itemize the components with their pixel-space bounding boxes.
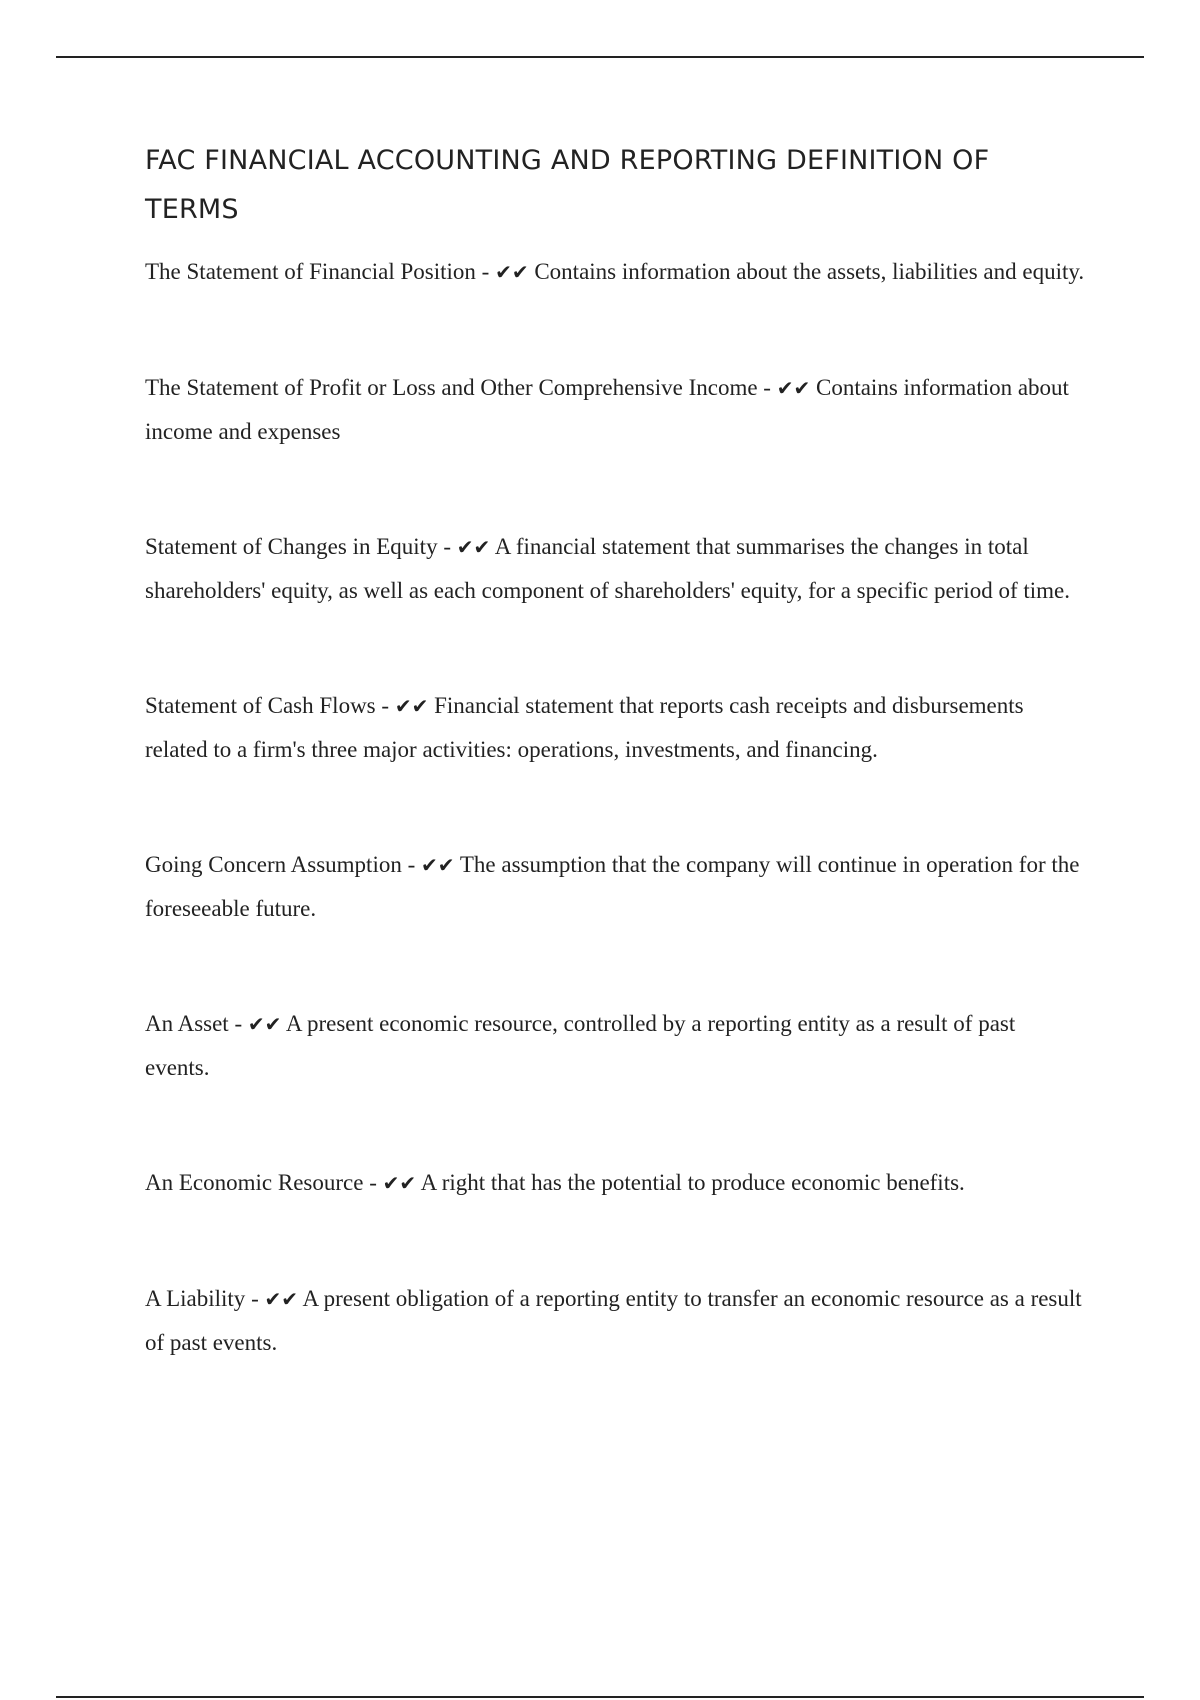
check-mark-icon: ✔✔ (264, 1287, 298, 1311)
definition: A right that has the potential to produce economic benefits. (420, 1170, 965, 1195)
check-mark-icon: ✔✔ (456, 535, 491, 559)
header-rule (56, 56, 1144, 58)
definition-entry (145, 843, 1085, 930)
separator: - (407, 852, 416, 877)
check-mark-icon: ✔✔ (776, 376, 811, 400)
definition-entry (145, 525, 1085, 612)
term: A Liability (145, 1286, 246, 1311)
check-mark-icon: ✔✔ (394, 694, 429, 718)
definition: A financial statement that summarises the changes in total shareholders' equity, as well as each component of shareholders' equity, for a specific period of time. (145, 534, 1070, 603)
separator: - (481, 259, 490, 284)
separator: - (763, 375, 771, 400)
definition: A present obligation of a reporting entity to transfer an economic resource as a result of past events. (145, 1286, 1082, 1355)
term: An Economic Resource (145, 1170, 364, 1195)
document-title: FAC FINANCIAL ACCOUNTING AND REPORTING DEFINITION OF TERMS (145, 145, 990, 225)
definition: Contains information about income and expenses (145, 375, 1069, 444)
definition-entry (145, 684, 1085, 771)
definition-entry (145, 1002, 1085, 1089)
separator: - (369, 1170, 377, 1195)
separator: - (443, 534, 451, 559)
term: An Asset (145, 1011, 229, 1036)
check-mark-icon: ✔✔ (495, 260, 529, 284)
term: The Statement of Financial Position (145, 259, 476, 284)
definition: A present economic resource, controlled by a reporting entity as a result of past events. (145, 1011, 1016, 1080)
check-mark-icon: ✔✔ (247, 1012, 282, 1036)
definition-entry (145, 1277, 1085, 1364)
separator: - (251, 1286, 259, 1311)
definition-entry (145, 1161, 1085, 1205)
definition: The assumption that the company will continue in operation for the foreseeable future. (145, 852, 1080, 921)
separator: - (234, 1011, 243, 1036)
term: Statement of Changes in Equity (145, 534, 438, 559)
definition: Financial statement that reports cash receipts and disbursements related to a firm's three major activities: operations, investments, and financing. (145, 693, 1024, 762)
term: The Statement of Profit or Loss and Other Comprehensive Income (145, 375, 758, 400)
definition-entry (145, 366, 1085, 453)
footer-rule (56, 1696, 1144, 1698)
term: Statement of Cash Flows (145, 693, 376, 718)
separator: - (381, 693, 390, 718)
check-mark-icon: ✔✔ (382, 1171, 417, 1195)
definition: Contains information about the assets, liabilities and equity. (534, 259, 1085, 284)
term: Going Concern Assumption (145, 852, 402, 877)
document-body (145, 136, 1085, 1364)
check-mark-icon: ✔✔ (421, 853, 455, 877)
definition-entry (145, 250, 1085, 294)
